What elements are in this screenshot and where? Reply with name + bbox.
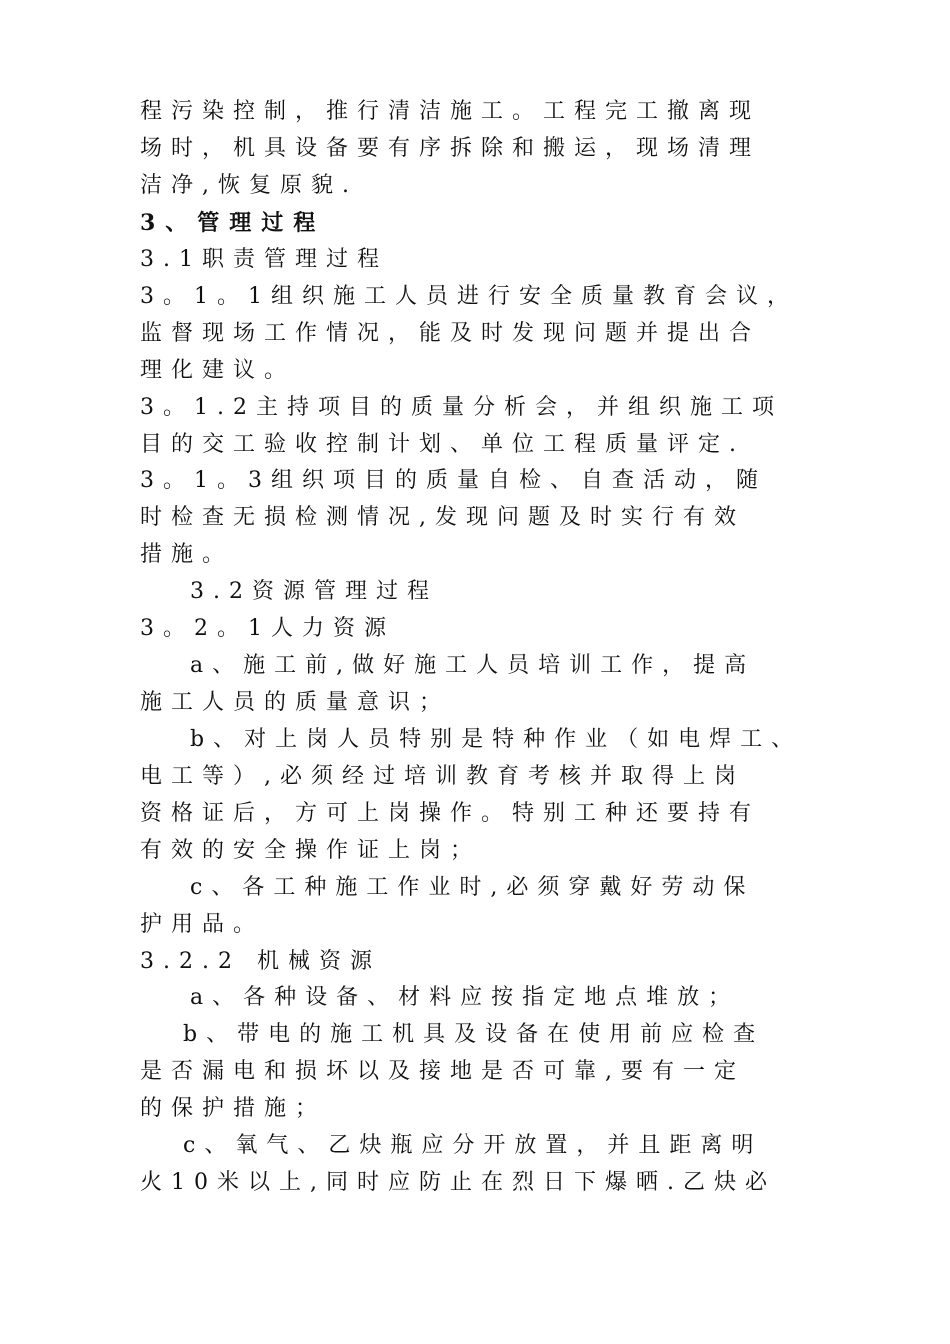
subsection-heading: 3。2。1人力资源 <box>140 616 395 641</box>
body-text-line: 护用品。 <box>140 912 265 937</box>
body-text-line: 有效的安全操作证上岗； <box>140 838 482 863</box>
body-text-line: 火10米以上,同时应防止在烈日下爆晒.乙炔必 <box>140 1170 776 1195</box>
body-text-line: 目的交工验收控制计划、单位工程质量评定. <box>140 432 745 457</box>
body-text-line: 施工人员的质量意识； <box>140 690 451 715</box>
list-item: a、各种设备、材料应按指定地点堆放； <box>190 985 740 1010</box>
list-item: b、对上岗人员特别是特种作业（如电焊工、 <box>190 727 803 752</box>
body-text-line: 程污染控制，推行清洁施工。工程完工撤离现 <box>140 99 761 124</box>
body-text-line: 监督现场工作情况，能及时发现问题并提出合 <box>140 321 761 346</box>
section-heading: 3、管理过程 <box>140 210 326 236</box>
list-item: a、施工前,做好施工人员培训工作，提高 <box>190 653 756 678</box>
list-item: b、带电的施工机具及设备在使用前应检查 <box>183 1022 765 1047</box>
body-text-line: 洁净,恢复原貌. <box>140 173 358 198</box>
list-item: c、各工种施工作业时,必须穿戴好劳动保 <box>190 875 755 900</box>
body-text-line: 电工等）,必须经过培训教育考核并取得上岗 <box>140 764 745 789</box>
body-text-line: 时检查无损检测情况,发现问题及时实行有效 <box>140 505 745 530</box>
subsection-heading: 3.2.2 机械资源 <box>140 949 381 974</box>
body-text-line: 措施。 <box>140 542 234 567</box>
list-item: c、氧气、乙炔瓶应分开放置，并且距离明 <box>183 1133 763 1158</box>
body-text-line: 3。1。3组织项目的质量自检、自查活动，随 <box>140 468 767 493</box>
body-text-line: 场时，机具设备要有序拆除和搬运，现场清理 <box>140 136 761 161</box>
subsection-heading: 3.1职责管理过程 <box>140 247 388 272</box>
subsection-heading: 3.2资源管理过程 <box>190 579 438 604</box>
body-text-line: 资格证后，方可上岗操作。特别工种还要持有 <box>140 801 761 826</box>
body-text-line: 3。1。1组织施工人员进行安全质量教育会议， <box>140 284 798 309</box>
body-text-line: 的保护措施； <box>140 1096 327 1121</box>
body-text-line: 3。1.2主持项目的质量分析会，并组织施工项 <box>140 395 783 420</box>
body-text-line: 是否漏电和损坏以及接地是否可靠,要有一定 <box>140 1059 745 1084</box>
body-text-line: 理化建议。 <box>140 358 296 383</box>
